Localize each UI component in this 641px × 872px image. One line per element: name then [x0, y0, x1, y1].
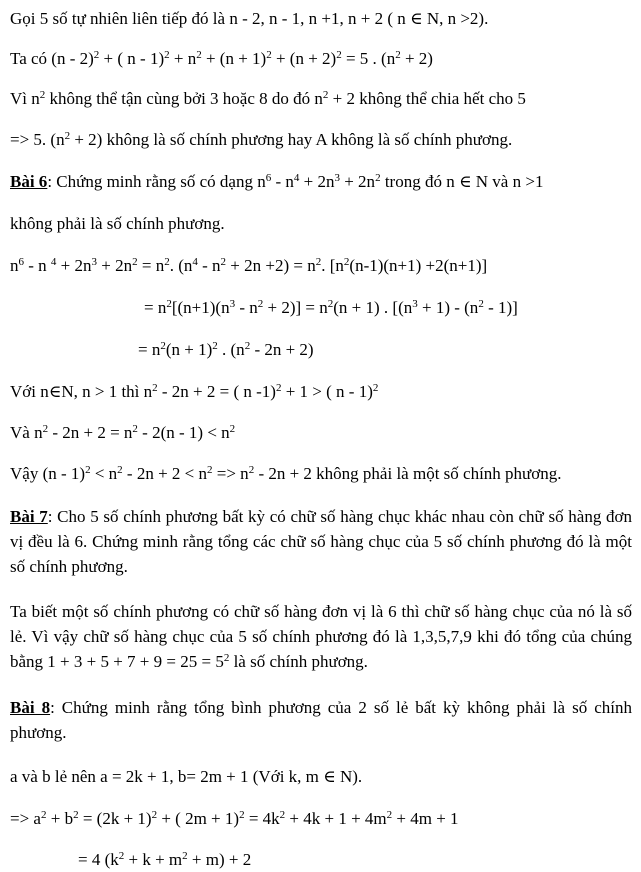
text-line-1	[10, 9, 488, 29]
superscript: 2	[164, 256, 170, 268]
text-run: . [n	[321, 256, 344, 275]
exercise-7-paragraph	[10, 504, 632, 579]
equation-line-5	[78, 850, 251, 870]
superscript: 2	[93, 49, 100, 61]
superscript: 2	[160, 340, 166, 352]
superscript: 6	[265, 172, 272, 184]
text-run: + 4m + 1	[392, 809, 459, 828]
superscript: 2	[166, 298, 172, 310]
superscript: 2	[229, 423, 236, 435]
exercise-label: Bài 7	[10, 507, 48, 526]
exercise-8-paragraph	[10, 695, 632, 745]
text-run: + k + m	[124, 850, 183, 869]
superscript: 2	[372, 382, 379, 394]
superscript: 2	[266, 49, 272, 61]
text-run: - 2n + 2 = ( n -1)	[157, 382, 276, 401]
text-run: => n	[212, 464, 249, 483]
superscript: 2	[223, 652, 230, 664]
superscript: 4	[192, 256, 198, 268]
superscript: 2	[239, 809, 245, 821]
superscript: 2	[151, 809, 158, 821]
text-run: - n	[271, 172, 294, 191]
text-run: - n	[235, 298, 258, 317]
text-run: + n	[169, 49, 197, 68]
text-run: (n-1)(n+1) +2(n+1)]	[349, 256, 488, 275]
text-run: + 2) không là số chính phương hay A không là số chính phương.	[70, 130, 513, 149]
text-run: => 5. (n	[10, 130, 65, 149]
text-line-4	[10, 130, 512, 150]
text-run: + (n + 2)	[271, 49, 337, 68]
superscript: 2	[275, 382, 282, 394]
text-run: + ( 2m + 1)	[157, 809, 240, 828]
text-run: = 4k	[244, 809, 280, 828]
superscript: 2	[279, 809, 286, 821]
text-run: Với n∈N, n > 1 thì n	[10, 382, 153, 401]
text-run: . (n	[217, 340, 245, 359]
text-run: = n	[144, 298, 167, 317]
superscript: 2	[315, 256, 322, 268]
text-run: là số chính phương.	[229, 652, 368, 671]
text-run: => a	[10, 809, 41, 828]
text-run: trong đó n ∈ N và n >1	[380, 172, 544, 191]
text-run: = (2k + 1)	[78, 809, 152, 828]
text-run: + 1) - (n	[417, 298, 479, 317]
text-line-10	[10, 382, 378, 402]
superscript: 3	[334, 172, 340, 184]
superscript: 2	[85, 464, 91, 476]
text-run: + 2n	[299, 172, 335, 191]
text-run: + b	[46, 809, 74, 828]
superscript: 4	[50, 256, 57, 268]
text-run: + 1 > ( n - 1)	[281, 382, 373, 401]
superscript: 2	[64, 130, 71, 142]
superscript: 2	[386, 809, 393, 821]
superscript: 2	[182, 850, 188, 862]
text-run: Ta có (n - 2)	[10, 49, 94, 68]
text-run: + 2 không thể chia hết cho 5	[328, 89, 526, 108]
equation-line-3	[138, 340, 314, 360]
text-run: = n	[138, 340, 161, 359]
superscript: 2	[73, 809, 79, 821]
exercise-label: Bài 8	[10, 698, 51, 717]
text-run: + (n + 1)	[201, 49, 267, 68]
equation-line-2	[144, 298, 518, 318]
text-run: n	[10, 256, 19, 275]
text-run: - 2(n - 1) < n	[137, 423, 230, 442]
exercise-6-heading	[10, 172, 543, 192]
text-run: - 2n + 2 không phải là một số chính phương.	[254, 464, 562, 483]
superscript: 2	[257, 298, 264, 310]
text-run: + 2)] = n	[263, 298, 328, 317]
text-run: + 2n	[339, 172, 376, 191]
superscript: 2	[212, 340, 218, 352]
text-run: - n	[24, 256, 51, 275]
superscript: 2	[42, 423, 49, 435]
text-line-11	[10, 423, 235, 443]
text-run: (n + 1) . [(n	[333, 298, 413, 317]
text-run: - n	[197, 256, 221, 275]
superscript: 2	[327, 298, 334, 310]
text-run: Và n	[10, 423, 43, 442]
superscript: 2	[207, 464, 213, 476]
exercise-label: Bài 6	[10, 172, 48, 191]
superscript: 2	[322, 89, 329, 101]
superscript: 2	[343, 256, 350, 268]
equation-line-1	[10, 256, 487, 276]
text-run: < n	[90, 464, 118, 483]
text-run: + 2n	[56, 256, 92, 275]
superscript: 2	[244, 340, 251, 352]
text-line-13	[10, 767, 362, 787]
text-run: + 2n +2) = n	[226, 256, 316, 275]
text-run: Vậy (n - 1)	[10, 464, 86, 483]
text-run: Vì n	[10, 89, 40, 108]
text-run: [(n+1)(n	[171, 298, 230, 317]
text-run: không thể tận cùng bởi 3 hoặc 8 do đó n	[45, 89, 323, 108]
text-run: : Chứng minh rằng tổng bình phương của 2 số lẻ bất kỳ không phải là số chính phương.	[10, 698, 632, 742]
superscript: 2	[132, 423, 138, 435]
superscript: 2	[40, 809, 47, 821]
text-run: = 5 . (n	[341, 49, 396, 68]
superscript: 2	[164, 49, 170, 61]
superscript: 2	[248, 464, 255, 476]
superscript: 2	[152, 382, 158, 394]
text-run: + m) + 2	[187, 850, 252, 869]
text-line-6	[10, 214, 225, 234]
text-run: - 1)]	[483, 298, 518, 317]
text-line-2	[10, 49, 433, 69]
text: Gọi 5 số tự nhiên liên tiếp đó là n - 2, n - 1, n +1, n + 2 ( n ∈ N, n >2).	[10, 9, 489, 28]
superscript: 2	[375, 172, 381, 184]
superscript: 2	[196, 49, 202, 61]
text-line-3	[10, 89, 526, 109]
exercise-7-solution	[10, 599, 632, 674]
text-run: + 4k + 1 + 4m	[285, 809, 387, 828]
text-run: = 4 (k	[78, 850, 119, 869]
text-run: không phải là số chính phương.	[10, 214, 225, 233]
superscript: 2	[39, 89, 46, 101]
superscript: 6	[18, 256, 24, 268]
text-run: + 2)	[400, 49, 433, 68]
superscript: 3	[91, 256, 98, 268]
text-run: . (n	[169, 256, 193, 275]
text-run: + ( n - 1)	[99, 49, 165, 68]
equation-line-4	[10, 809, 459, 829]
text-run: = n	[137, 256, 165, 275]
text-line-12	[10, 464, 562, 484]
superscript: 3	[412, 298, 418, 310]
text-run: : Cho 5 số chính phương bất kỳ có chữ số hàng chục khác nhau còn chữ số hàng đơn vị đều là 6. Chứng minh rằng tổng các chữ số hàng chục của 5 số chính phương đó là một số chính phương.	[10, 507, 632, 576]
text-run: - 2n + 2 = n	[48, 423, 133, 442]
superscript: 4	[293, 172, 300, 184]
superscript: 2	[336, 49, 342, 61]
text-run: : Chứng minh rằng số có dạng n	[47, 172, 266, 191]
superscript: 2	[132, 256, 138, 268]
superscript: 2	[395, 49, 401, 61]
text-run: a và b lẻ nên a = 2k + 1, b= 2m + 1 (Với k, m ∈ N).	[10, 767, 363, 786]
text-run: + 2n	[97, 256, 133, 275]
text-run: (n + 1)	[165, 340, 213, 359]
superscript: 2	[117, 464, 123, 476]
text-run: Ta biết một số chính phương có chữ số hàng đơn vị là 6 thì chữ số hàng chục của nó là số lẻ. Vì vậy chữ số hàng chục của 5 số chính phương đó là 1,3,5,7,9 khi đó tổng của chúng bằng 1 + 3 + 5 + 7 + 9 = 25 = 5	[10, 602, 632, 671]
superscript: 3	[229, 298, 236, 310]
superscript: 2	[220, 256, 227, 268]
superscript: 2	[118, 850, 125, 862]
text-run: - 2n + 2 < n	[122, 464, 207, 483]
superscript: 2	[478, 298, 484, 310]
text-run: - 2n + 2)	[250, 340, 314, 359]
